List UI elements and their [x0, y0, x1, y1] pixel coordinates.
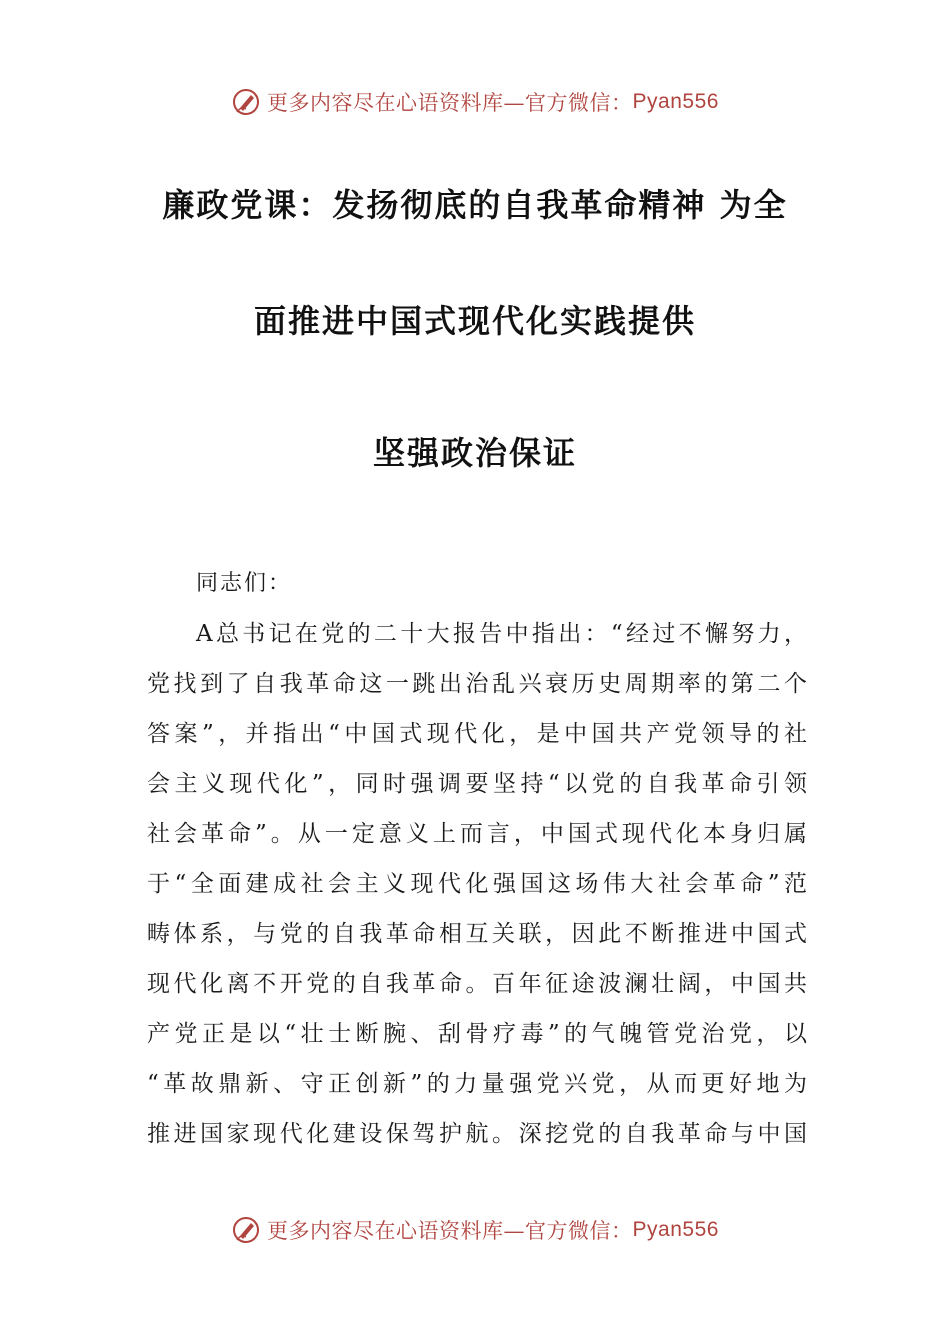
- body-line: [147, 859, 807, 909]
- footer-watermark-banner: [0, 1210, 950, 1250]
- body-line: [147, 909, 807, 959]
- body-line-text: A总书记在党的二十大报告中指出：“经过不懈努力，: [196, 621, 807, 647]
- body-line-text: “革故鼎新、守正创新”的力量强党兴党，从而更好地为: [147, 1071, 807, 1097]
- body-line: [147, 809, 807, 859]
- body-line: [147, 609, 807, 659]
- body-paragraph: [147, 609, 807, 1159]
- banner-text: 更多内容尽在心语资料库—官方微信：: [267, 1219, 633, 1243]
- body-line: [147, 1009, 807, 1059]
- body-line-text: 社会革命”。从一定意义上而言，中国式现代化本身归属: [147, 821, 807, 847]
- body-line-text: 党找到了自我革命这一跳出治乱兴衰历史周期率的第二个: [147, 671, 807, 697]
- body-line-text: 现代化离不开党的自我革命。百年征途波澜壮阔，中国共: [147, 971, 807, 997]
- pen-nib-circle-icon: [231, 1215, 261, 1245]
- body-line-text: 答案”，并指出“中国式现代化，是中国共产党领导的社: [147, 721, 807, 747]
- body-line: [147, 1059, 807, 1109]
- page-title-line-1: 廉政党课：发扬彻底的自我革命精神 为全: [162, 186, 788, 224]
- banner-wechat-id: Pyan556: [632, 1218, 719, 1241]
- body-line: [147, 1109, 807, 1159]
- salutation: 同志们：: [196, 571, 293, 596]
- body-line: [147, 709, 807, 759]
- banner-wechat-id: Pyan556: [632, 90, 719, 113]
- body-line-text: 于“全面建成社会主义现代化强国这场伟大社会革命”范: [147, 871, 807, 897]
- page-title-line-3: 坚强政治保证: [372, 434, 577, 472]
- body-line-text: 产党正是以“壮士断腕、刮骨疗毒”的气魄管党治党，以: [147, 1021, 807, 1047]
- pen-nib-circle-icon: [231, 87, 261, 117]
- body-line: [147, 759, 807, 809]
- body-line-text: 推进国家现代化建设保驾护航。深挖党的自我革命与中国: [147, 1121, 807, 1147]
- page-title-line-2: 面推进中国式现代化实践提供: [253, 302, 696, 340]
- body-line: [147, 959, 807, 1009]
- body-line: [147, 659, 807, 709]
- body-line-text: 会主义现代化”，同时强调要坚持“以党的自我革命引领: [147, 771, 807, 797]
- body-line-text: 畴体系，与党的自我革命相互关联，因此不断推进中国式: [147, 921, 807, 947]
- header-watermark-banner: [0, 82, 950, 122]
- banner-text: 更多内容尽在心语资料库—官方微信：: [267, 91, 633, 115]
